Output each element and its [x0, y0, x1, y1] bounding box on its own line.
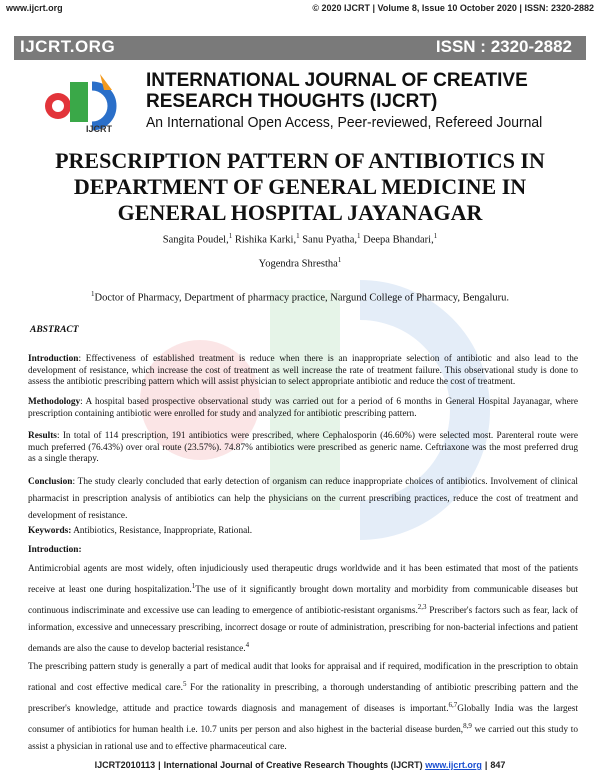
introduction-heading: Introduction: [28, 545, 82, 555]
author-name: Yogendra Shrestha [258, 258, 338, 270]
author-name: Sangita Poudel, [162, 234, 229, 246]
introduction-paragraph-2: The prescribing pattern study is generally a part of medical audit that looks for appraisal and if required, modification in the prescription to obtain rational and cost effective medical care.$^5$ For the rationality in prescribing, a thorough understanding of antibiotic prescribing pattern and the prescriber's knowledge, attitude and practice towards diagnosis and management of diseases is important.$^{6,7}$Globally India was the largest consumer of antibiotics for human health i.e. 10.7 units per person and also highest in the bacterial disease burden,$^{8,9}$ we carried out this study to assist a physician in rational use and to effective pharmaceutical care. [28, 662, 579, 753]
author-name: Sanu Pyatha, [302, 234, 358, 246]
title-line1: PRESCRIPTION PATTERN OF ANTIBIOTICS IN [55, 148, 545, 173]
author-list: Sangita Poudel,$^1$ Rishika Karki,$^1$ Sanu Pyatha,$^1$ Deepa Bhandari,$^1$ [162, 232, 438, 246]
page-header [0, 0, 600, 14]
footer-url[interactable]: www.ijcrt.org [425, 760, 482, 770]
abstract-heading: ABSTRACT [30, 325, 79, 335]
journal-banner [14, 36, 586, 60]
journal-name [146, 70, 528, 112]
affiliation: $^1$Doctor of Pharmacy, Department of pharmacy practice, Nargund College of Pharmacy, Bengaluru. [90, 290, 509, 304]
title-line2: DEPARTMENT OF GENERAL MEDICINE IN [73, 174, 527, 199]
title-line3: GENERAL HOSPITAL JAYANAGAR [117, 200, 483, 225]
logo-green-block [70, 82, 88, 122]
logo-text: IJCRT [86, 124, 113, 134]
page-footer: IJCRT2010113 | International Journal of Creative Research Thoughts (IJCRT) www.ijcrt.org | 847 [94, 760, 506, 770]
author-list-line2: Yogendra Shrestha$^1$ [258, 256, 342, 270]
journal-name-line1: INTERNATIONAL JOURNAL OF CREATIVE [146, 70, 528, 91]
banner-site: IJCRT.ORG [20, 37, 116, 56]
footer-journal: International Journal of Creative Research Thoughts (IJCRT) [163, 760, 423, 770]
abstract-methodology: Methodology: A hospital based prospective observational study was carried out for a period of 6 months in General Hospital Jayanagar, where prescription containing antibiotic were enrolled for study and analyzed for antibiotic prescribing pattern. [28, 397, 578, 419]
author-name: Deepa Bhandari, [363, 234, 434, 246]
logo-blue-arc [92, 86, 112, 126]
logo-red-core [52, 100, 64, 112]
journal-name-line2: RESEARCH THOUGHTS (IJCRT) [146, 91, 438, 112]
abstract-results: Results: In total of 114 prescription, 191 antibiotics were prescribed, where Cephalosporin (46.60%) were selected most. Parenteral route were much preferred (76.43%) over oral route (23.57%). 74.87% antibiotics were prescribed as generic name. Ceftriaxone was the most preferred drug as a single therapy. [28, 431, 578, 464]
banner-issn: ISSN : 2320-2882 [435, 37, 572, 56]
page-number: 847 [490, 760, 506, 770]
keywords: Keywords: Antibiotics, Resistance, Inappropriate, Rational. [28, 526, 253, 536]
abstract-conclusion: Conclusion: The study clearly concluded that early detection of organism can reduce inappropriate choices of antibiotics. Involvement of clinical pharmacist in prescription analysis of antibiotics can help the physicians on the current prescribing practices, reduce the cost of treatment and development of resistance. [28, 477, 578, 521]
introduction-paragraph-1: Antimicrobial agents are most widely, often injudiciously used therapeutic drugs worldwide and it has been estimated that most of the patients receive at least one during hospitalization.$^1$The use of it significantly brought down mortality and morbidity from communicable diseases but continuous indiscriminate and excessive use can leading to emergence of antibiotic-resistant organisms.$^{2,3}$ Prescriber's factors such as fear, lack of information, excessive and unnecessary prescribing, incorrect dosage or route of administration, prescribing for non-bacterial infections and patient demands are also the cause to develop bacterial resistance.$^4$ [28, 564, 578, 655]
author-name: Rishika Karki, [234, 234, 297, 246]
issue-line: © 2020 IJCRT | Volume 8, Issue 10 October 2020 | ISSN: 2320-2882 [312, 3, 594, 13]
paper-title [20, 148, 580, 226]
journal-tagline: An International Open Access, Peer-reviewed, Refereed Journal [146, 114, 543, 131]
abstract-introduction: Introduction: Effectiveness of established treatment is reduce when there is an inappropriate selection of antibiotic and also lead to the development of resistance, which increase the cost of treatment as well increase the rate of treatment failure. This observational study is done to assess the antibiotic prescribing pattern which will assist physician to select appropriate antibiotic and reduce the cost of treatment. [28, 354, 578, 387]
paper-id: IJCRT2010113 [94, 760, 156, 770]
journal-logo [38, 72, 138, 134]
site-url[interactable]: www.ijcrt.org [6, 3, 63, 13]
